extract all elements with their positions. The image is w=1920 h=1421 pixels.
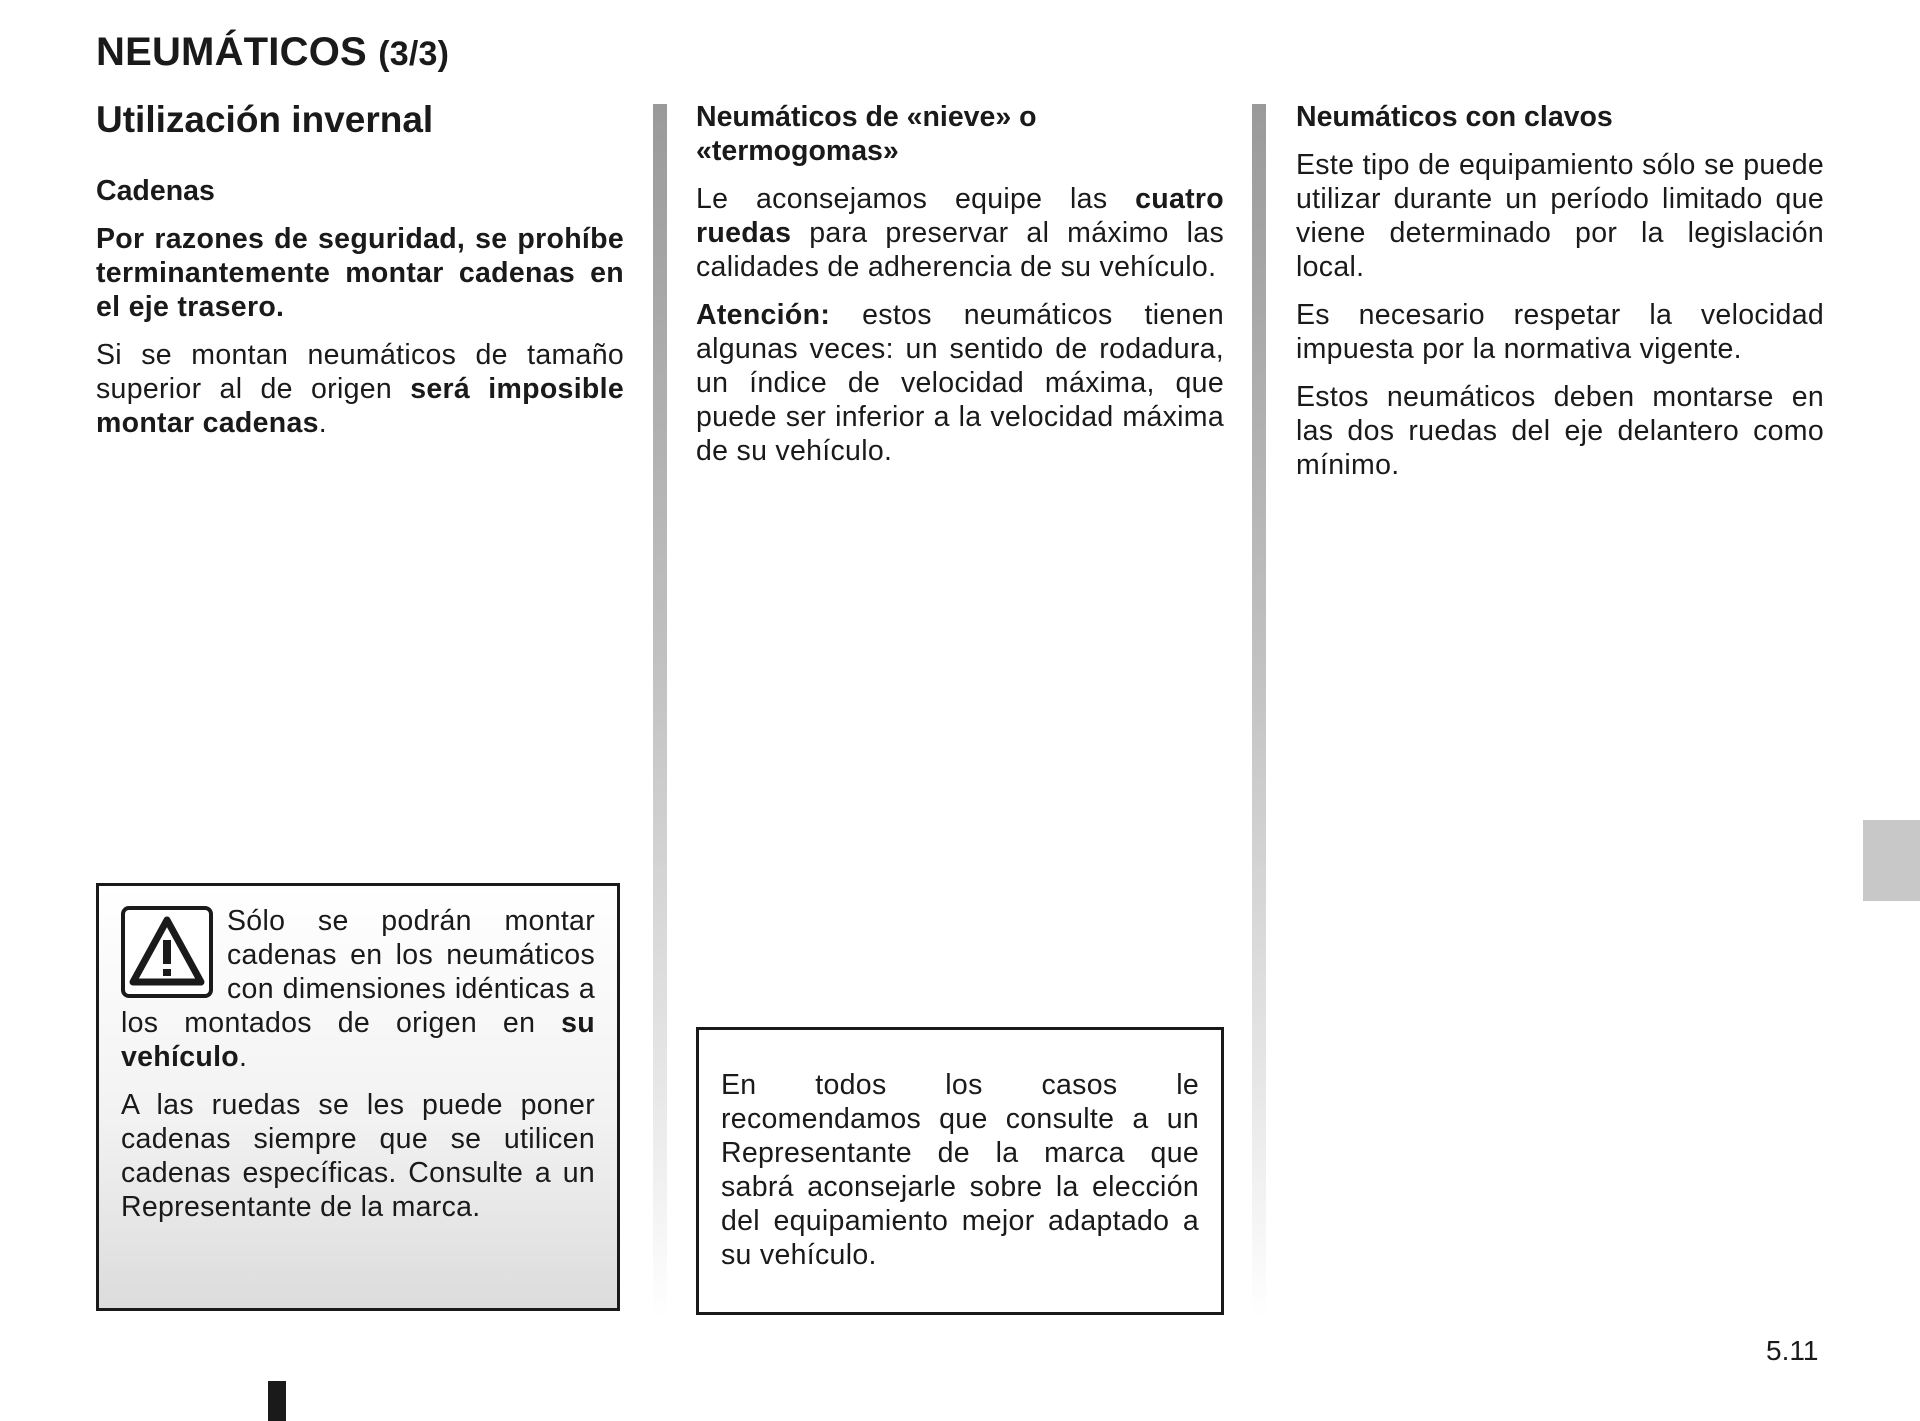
bottom-registration-mark — [268, 1381, 286, 1421]
subheading-chains: Cadenas — [96, 175, 215, 207]
snow-attention-bold: Atención: — [696, 299, 831, 331]
column-divider-1 — [653, 104, 667, 1319]
chains-impossible-bold: será imposible montar cadenas — [96, 373, 624, 439]
chains-safety-paragraph: Por razones de seguridad, se prohíbe terminantemente montar cadenas en el eje trasero. — [96, 223, 624, 323]
column-divider-2 — [1252, 104, 1266, 1319]
warning-paragraph-2: A las ruedas se les puede poner cadenas siempre que se utilicen cadenas específicas. Consulte a un Representante de la marca. — [121, 1089, 595, 1223]
chains-size-paragraph: Si se montan neumáticos de tamaño superior al de origen será imposible montar cadenas. — [96, 339, 624, 439]
section-heading-winter: Utilización invernal — [96, 99, 434, 140]
column-winter-use — [96, 100, 624, 454]
info-box — [696, 1027, 1224, 1315]
warning-paragraph-1: Sólo se podrán montar cadenas en los neumáticos con dimensiones idénticas a los montados de origen en su vehículo. — [121, 905, 595, 1073]
page-title — [96, 30, 449, 75]
column-studded-tyres — [1296, 100, 1824, 496]
section-heading-studded: Neumáticos con clavos — [1296, 101, 1613, 133]
title-text: NEUMÁTICOS — [96, 30, 367, 74]
warning-triangle-icon — [121, 906, 213, 998]
warning-box — [96, 883, 620, 1311]
warning-vehicle-bold: su vehículo — [121, 1007, 595, 1073]
chapter-side-tab — [1863, 820, 1920, 901]
snow-paragraph-1: Le aconsejamos equipe las cuatro ruedas para preservar al máximo las calidades de adherencia de su vehículo. — [696, 183, 1224, 283]
title-part: (3/3) — [378, 35, 450, 73]
info-paragraph: En todos los casos le recomendamos que consulte a un Representante de la marca que sabrá aconsejarle sobre la elección del equipamiento mejor adaptado a su vehículo. — [721, 1069, 1199, 1271]
studded-paragraph-1: Este tipo de equipamiento sólo se puede utilizar durante un período limitado que viene determinado por la legislación local. — [1296, 149, 1824, 283]
snow-four-wheels-bold: cuatro ruedas — [696, 183, 1224, 249]
snow-paragraph-2: Atención: estos neumáticos tienen algunas veces: un sentido de rodadura, un índice de velocidad máxima, que puede ser inferior a la velocidad máxima de su vehículo. — [696, 299, 1224, 467]
page-number: 5.11 — [1766, 1335, 1819, 1366]
studded-paragraph-2: Es necesario respetar la velocidad impuesta por la normativa vigente. — [1296, 299, 1824, 365]
column-snow-tyres — [696, 100, 1224, 482]
studded-paragraph-3: Estos neumáticos deben montarse en las dos ruedas del eje delantero como mínimo. — [1296, 381, 1824, 481]
section-heading-snow: Neumáticos de «nieve» o «termogomas» — [696, 101, 1037, 167]
